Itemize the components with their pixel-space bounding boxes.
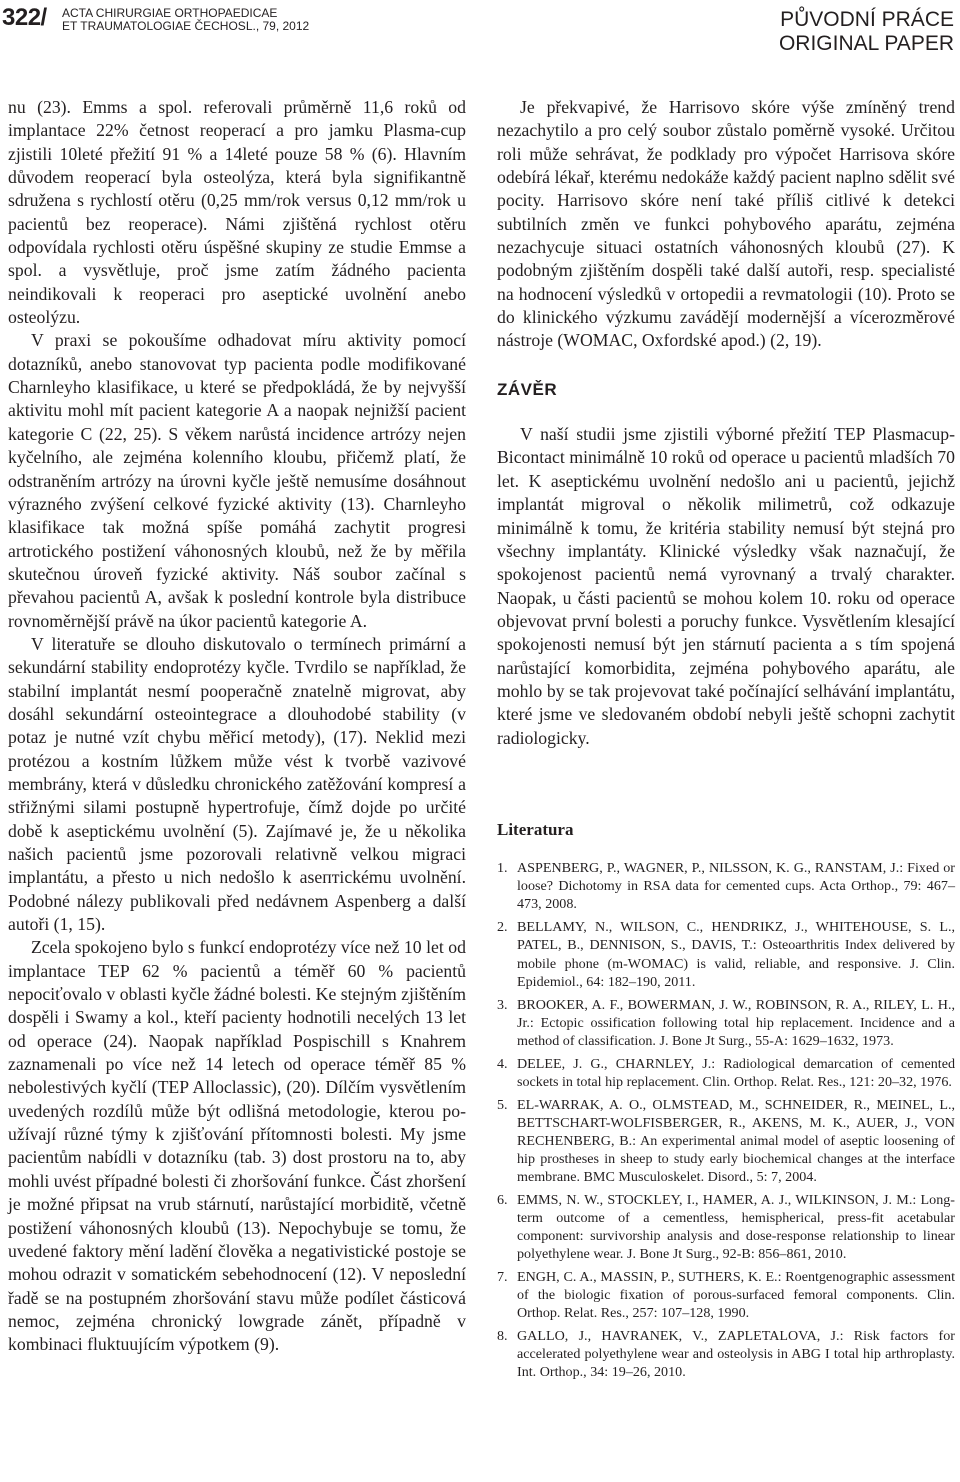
page-header [0, 0, 960, 70]
reference-item [497, 1191, 955, 1263]
journal-title-line-1: ACTA CHIRURGIAE ORTHOPAEDICAE [62, 6, 278, 20]
body-paragraph: nu (23). Emms a spol. referovali průměrně 11,6 roků od implantace 22% četnost reoperací a pro jamku Plasma-cup zjistili 10leté přežití 91 % a 14leté pouze 58 % (6). Hlavním důvodem reoperací byla osteolýza, která byla signifikantně sdružena s rychlostí otěru (0,25 mm/rok versus 0,12 mm/rok u pacientů bez reoperace). Námi zjištěná rychlost otěru odpovídala rychlosti otěru úspěšné skupiny ze studie Emmse a spol. a vysvětluje, proč jsme zatím žádného pacienta neindikovali k reoperaci pro aseptické uvolnění anebo osteolýzu. [8, 97, 466, 328]
right-column [497, 96, 955, 1386]
reference-text: DELEE, J. G., CHARNLEY, J.: Radiological demarcation of cemented sockets in total hip replacement. Clin. Orthop. Relat. Res., 121: 20–32, 1976. [517, 1055, 955, 1090]
conclusion-heading: ZÁVĚR [497, 379, 558, 399]
journal-title [62, 7, 309, 33]
reference-number: 2. [497, 919, 508, 936]
reference-number: 8. [497, 1328, 508, 1345]
body-paragraph: Zcela spokojeno bylo s funkcí endoprotézy více než 10 let od implantace TEP 62 % pacientů a téměř 60 % pacientů nepociťovalo v oblasti kyčle žádné bolesti. Ke stejným zjištěním dospěli i Swamy a kol., kteří pacienty hodnotili necelých 13 let od operace (24). Naopak například Pospischill s Knahrem zaznamenali po více než 14 letech od operace téměř 85 % nebolestivých kyčlí (TEP Alloclassic), (20). Dílčím vysvětlením uvedených rozdílů může být odlišná metodologie, kterou používají různé týmy k zjišťování přítomnosti bolesti. My jsme pacientům nabídli v dotazníku (tab. 3) dost prostoru na to, aby mohli uvést případné bolesti či zhoršování funkce. Část zhoršení je možné připsat na vrub stárnutí, narůstající morbiditě, včetně postižení váhonosných kloubů (13). Nepochybuje se tomu, že uvedené faktory mění ladění člověka a negativistické postoje se mohou odrazit v somatickém sebehodnocení (12). V neposlední řadě se na postupném zhoršování stavu může podílet částicová nemoc, zejména chronický lowgrade zánět, případně v kombinaci fluktuujícím výpotkem (9). [8, 937, 466, 1355]
reference-text: GALLO, J., HAVRANEK, V., ZAPLETALOVA, J.: Risk factors for accelerated polyethylene wear and osteolysis in ABG I total hip arthroplasty. Int. Orthop., 34: 19–26, 2010. [517, 1328, 955, 1381]
reference-number: 5. [497, 1096, 508, 1113]
left-column [8, 96, 466, 1357]
page-number: 322/ [2, 4, 47, 31]
reference-number: 4. [497, 1055, 508, 1072]
reference-item [497, 1268, 955, 1322]
reference-text: ASPENBERG, P., WAGNER, P., NILSSON, K. G., RANSTAM, J.: Fixed or loose? Dichotomy in RSA data for cemented cups. Acta Orthop., 79: 467–473, 2008. [517, 860, 955, 913]
reference-text: ENGH, C. A., MASSIN, P., SUTHERS, K. E.: Roentgenographic assessment of the biologic fixation of porous-surfaced femoral components. Clin. Orthop. Relat. Res., 257: 107–128, 1990. [517, 1269, 955, 1322]
body-paragraph: V literatuře se dlouho diskutovalo o termínech primární a sekundární stability endoprotézy kyčle. Tvrdilo se například, že stabilní implantát nesmí pooperačně znatelně migrovat, aby dosáhl sekundární osteointegrace a dlouhodobé stability (v potaz je nutné vzít chybu měřicí metody), (17). Neklid mezi protézou a kostním lůžkem může vést k tvorbě vazivové membrány, která v důsledku chronického zatěžování kompresí a střižnými silami postupně hypertrofuje, čímž dojde po určité době k aseptickému uvolnění (5). Zajímavé je, že u několika našich pacientů jsme pozorovali relativně velkou migraci implantátu, a přesto u nich nedošlo k asептickému uvolnění. Podobné nálezy publikovali před nedávnem Aspenberg a další autoři (1, 15). [8, 633, 466, 935]
reference-item [497, 1327, 955, 1381]
reference-text: BROOKER, A. F., BOWERMAN, J. W., ROBINSON, R. A., RILEY, L. H., Jr.: Ectopic ossification following total hip replacement. Incidence and a method of classification. J. Bone Jt Surg., 55-A: 1629–1632, 1973. [517, 996, 955, 1049]
references-heading: Literatura [497, 819, 574, 839]
reference-item [497, 996, 955, 1050]
reference-number: 7. [497, 1269, 508, 1286]
reference-text: BELLAMY, N., WILSON, C., HENDRIKZ, J., WHITEHOUSE, S. L., PATEL, B., DENNISON, S., DAVIS, T.: Osteoarthritis Index delivered by mobile phone (m-WOMAC) is valid, reliable, and responsive. J. Clin. Epidemiol., 64: 182–190, 2011. [517, 919, 955, 990]
reference-number: 6. [497, 1191, 508, 1208]
section-label-line-1: PŮVODNÍ PRÁCE [780, 8, 954, 31]
references-list [497, 859, 955, 1381]
reference-item [497, 1055, 955, 1091]
reference-number: 1. [497, 860, 508, 877]
reference-item [497, 859, 955, 913]
conclusion-paragraph: V naší studii jsme zjistili výborné přežití TEP Plasmacup-Bicontact minimálně 10 roků od operace u pacientů mladších 70 let. K aseptickému uvolnění nedošlo ani u pacientů, jejichž implantát migroval o několik milimetrů, což odkazuje minimálně k tomu, že kritéria stability nemusí být stejná pro všechny implantáty. Klinické výsledky však naznačují, že spokojenost pacientů nemá vyrovnaný a trvalý charakter. Naopak, u části pacientů se mohou kolem 10. roku od operace objevovat první bolesti a poruchy funkce. Vysvětlením klesající spokojenosti nemusí být jen stárnutí pacienta a s tím spojená narůstající komorbidita, zejména pohybového aparátu, ale mohlo by se tak projevovat také počínající selhávání implantátu, které jsme ve sledovaném období nebyli ještě schopni zachytit radiologicky. [497, 424, 955, 748]
reference-number: 3. [497, 996, 508, 1013]
journal-title-line-2: ET TRAUMATOLOGIAE ČECHOSL., 79, 2012 [62, 19, 310, 33]
reference-item [497, 918, 955, 990]
reference-text: EMMS, N. W., STOCKLEY, I., HAMER, A. J., WILKINSON, J. M.: Long-term outcome of a cementless, hemispherical, press-fit acetabular component: survivorship analysis and dose-response relationship to linear polyethylene wear. J. Bone Jt Surg., 92-B: 856–861, 2010. [517, 1191, 955, 1263]
section-label [779, 8, 954, 56]
reference-item [497, 1096, 955, 1186]
body-paragraph: Je překvapivé, že Harrisovo skóre výše zmíněný trend nezachytilo a pro celý soubor zůstalo poměrně vysoké. Určitou roli může sehrávat, že podklady pro výpočet Harrisova skóre odebírá lékař, kterému nedokáže každý pacient naplno sdělit své pocity. Harrisovo skóre není také příliš citlivé k detekci subtilních změn ve funkci pohybového aparátu, zejména nezachycuje situaci ostatních váhonosných kloubů (27). K podobným zjištěním dospěli také další autoři, resp. specialisté na hodnocení výsledků v ortopedii a revmatologii (10). Proto se do klinického výzkumu zavádějí modernější a vícerozměrové nástroje (WOMAC, Oxfordské apod.) (2, 19). [497, 97, 955, 351]
body-paragraph: V praxi se pokoušíme odhadovat míru aktivity pomocí dotazníků, anebo stanovovat typ pacienta podle modifikované Charnleyho klasifikace, u které se předpokládá, že by nejvyšší aktivitu mohl mít pacient kategorie A a naopak nejnižší pacient kategorie C (22, 25). S věkem narůstá incidence artrózy nejen kyčelního, ale zejména kolenního kloubu, přičemž platí, že odstraněním artrózy na úrovni kyčle ještě nemusíme dosáhnout výrazného zvýšení celkové fyzické aktivity (13). Charnleyho klasifikace tak možná spíše pomáhá zachytit progresi artrotického postižení váhonosných kloubů, než že by měřila skutečnou úroveň fyzické aktivity. Náš soubor začínal s převahou pacientů A, avšak k poslední kontrole byla distribuce rovnoměrnější právě na úkor pacientů kategorie A. [8, 330, 466, 631]
reference-text: EL-WARRAK, A. O., OLMSTEAD, M., SCHNEIDER, R., MEINEL, L., BETTSCHART-WOLFISBERGER, R., AKENS, M. K., AUER, J., VON RECHENBERG, B.: An experimental animal model of aseptic loosening of hip prostheses in sheep to study early biochemical changes at the interface membrane. BMC Musculoskelet. Disord., 5: 7, 2004. [517, 1096, 955, 1185]
section-label-line-2: ORIGINAL PAPER [778, 32, 954, 55]
